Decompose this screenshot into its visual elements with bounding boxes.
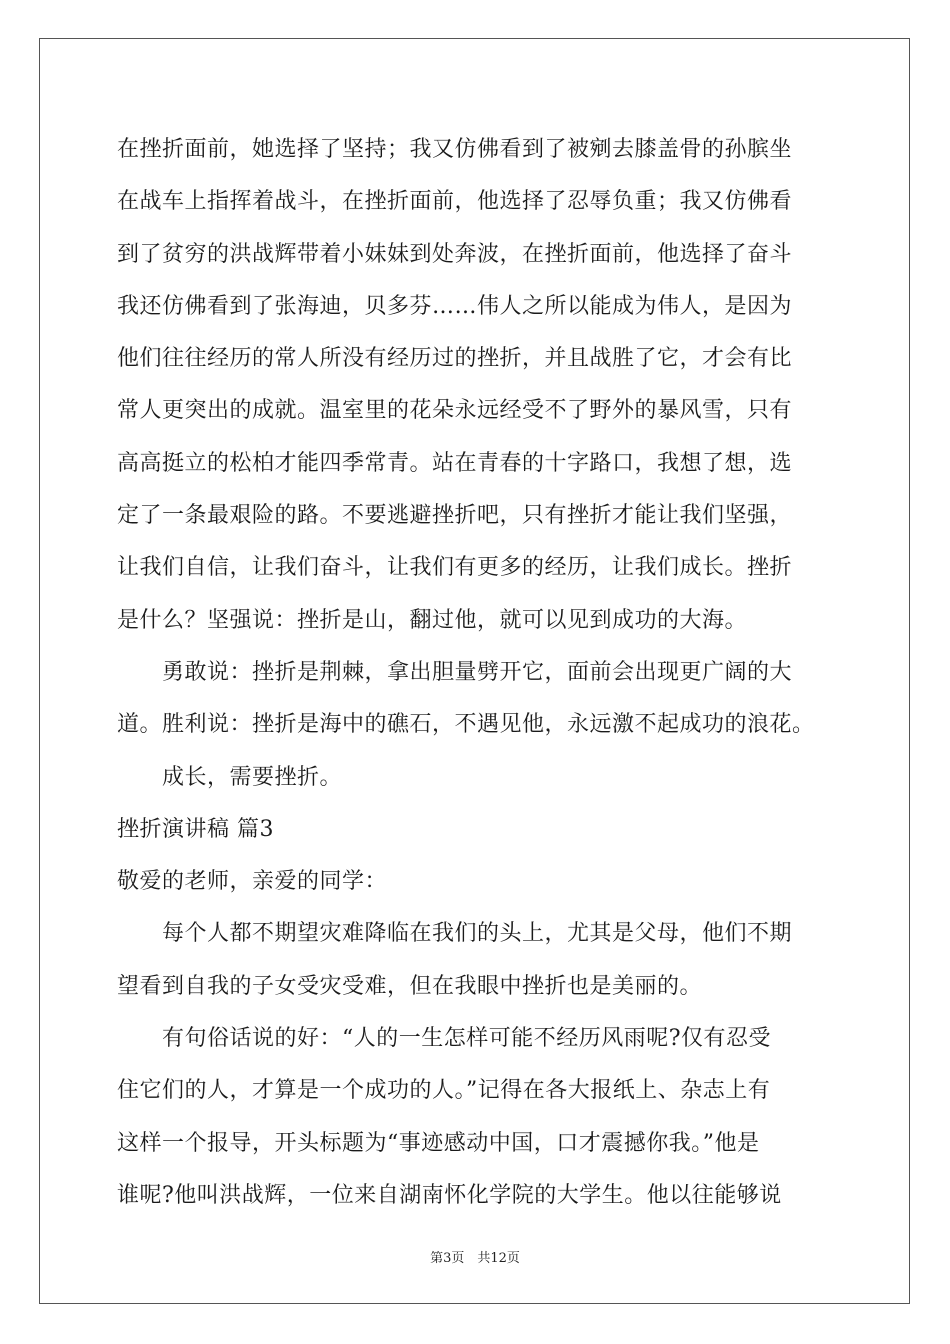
text-line: 每个人都不期望灾难降临在我们的头上，尤其是父母，他们不期 bbox=[117, 921, 793, 947]
text-line: 是什么？坚强说：挫折是山，翻过他，就可以见到成功的大海。 bbox=[117, 607, 748, 633]
text-line: 谁呢?他叫洪战辉，一位来自湖南怀化学院的大学生。他以往能够说 bbox=[117, 1182, 782, 1208]
text-line: 常人更突出的成就。温室里的花朵永远经受不了野外的暴风雪，只有 bbox=[117, 398, 793, 424]
text-line: 定了一条最艰险的路。不要逃避挫折吧，只有挫折才能让我们坚强， bbox=[117, 503, 793, 529]
text-line: 道。胜利说：挫折是海中的礁石，不遇见他，永远激不起成功的浪花。 bbox=[117, 712, 815, 738]
section-heading: 挫折演讲稿 篇3 bbox=[117, 816, 274, 842]
text-line: 成长，需要挫折。 bbox=[117, 764, 343, 790]
text-line: 勇敢说：挫折是荆棘，拿出胆量劈开它，面前会出现更广阔的大 bbox=[117, 659, 793, 685]
text-line: 在挫折面前，她选择了坚持；我又仿佛看到了被剜去膝盖骨的孙膑坐 bbox=[117, 137, 793, 162]
text-line: 在战车上指挥着战斗，在挫折面前，他选择了忍辱负重；我又仿佛看 bbox=[117, 189, 793, 215]
document-body bbox=[117, 124, 847, 1222]
text-line: 这样一个报导，开头标题为“事迹感动中国，口才震撼你我。”他是 bbox=[117, 1130, 760, 1156]
salutation: 敬爱的老师，亲爱的同学： bbox=[117, 869, 388, 895]
text-line: 望看到自我的子女受灾受难，但在我眼中挫折也是美丽的。 bbox=[117, 973, 703, 999]
text-line: 我还仿佛看到了张海迪，贝多芬……伟人之所以能成为伟人，是因为 bbox=[117, 293, 793, 319]
page-footer: 第3页 共12页 bbox=[430, 1251, 520, 1266]
text-line: 他们往往经历的常人所没有经历过的挫折，并且战胜了它，才会有比 bbox=[117, 346, 793, 372]
text-line: 高高挺立的松柏才能四季常青。站在青春的十字路口，我想了想，选 bbox=[117, 450, 793, 476]
text-line: 让我们自信，让我们奋斗，让我们有更多的经历，让我们成长。挫折 bbox=[117, 555, 793, 581]
text-line: 到了贫穷的洪战辉带着小妹妹到处奔波，在挫折面前，他选择了奋斗 bbox=[117, 241, 793, 267]
text-line: 住它们的人，才算是一个成功的人。”记得在各大报纸上、杂志上有 bbox=[117, 1078, 771, 1104]
text-line: 有句俗话说的好：“人的一生怎样可能不经历风雨呢?仅有忍受 bbox=[117, 1026, 772, 1052]
